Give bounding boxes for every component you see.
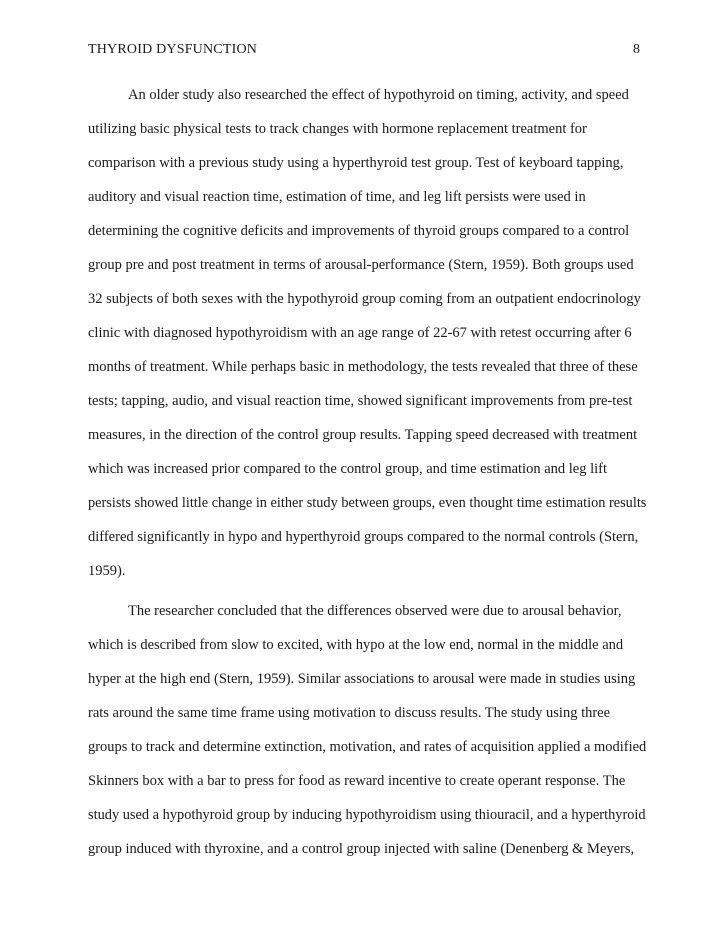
paragraph-1-line-1: An older study also researched the effect of hypothyroid on timing, activity, and speed	[128, 87, 629, 103]
paragraph-1-line-13: persists showed little change in either study between groups, even thought time estimation results	[88, 495, 647, 511]
paragraph-2-line-4: rats around the same time frame using motivation to discuss results. The study using three	[88, 705, 611, 721]
paragraph-1-line-2: utilizing basic physical tests to track changes with hormone replacement treatment for	[88, 121, 587, 137]
paragraph-2-line-5: groups to track and determine extinction, motivation, and rates of acquisition applied a modified	[88, 739, 647, 755]
paragraph-1-line-5: determining the cognitive deficits and improvements of thyroid groups compared to a control	[88, 223, 630, 239]
paragraph-2-line-8: group induced with thyroxine, and a control group injected with saline (Denenberg & Meyers,	[88, 841, 635, 857]
paragraph-2-line-2: which is described from slow to excited, with hypo at the low end, normal in the middle and	[88, 637, 624, 653]
paragraph-1-line-15: 1959).	[88, 563, 126, 579]
paragraph-1-line-8: clinic with diagnosed hypothyroidism with an age range of 22-67 with retest occurring after 6	[88, 325, 632, 341]
paragraph-2-line-3: hyper at the high end (Stern, 1959). Similar associations to arousal were made in studies using	[88, 671, 636, 687]
paragraph-1-line-14: differed significantly in hypo and hyperthyroid groups compared to the normal controls (Stern,	[88, 529, 639, 545]
paragraph-1-line-9: months of treatment. While perhaps basic in methodology, the tests revealed that three of these	[88, 359, 638, 375]
paragraph-1-line-10: tests; tapping, audio, and visual reaction time, showed significant improvements from pre-test	[88, 393, 633, 409]
paragraph-1-line-7: 32 subjects of both sexes with the hypothyroid group coming from an outpatient endocrinology	[88, 291, 641, 307]
paragraph-1-line-4: auditory and visual reaction time, estimation of time, and leg lift persists were used in	[88, 189, 586, 205]
paragraph-1-line-11: measures, in the direction of the control group results. Tapping speed decreased with treatment	[88, 427, 638, 443]
paragraph-1-line-6: group pre and post treatment in terms of arousal-performance (Stern, 1959). Both groups used	[88, 257, 634, 273]
running-head: THYROID DYSFUNCTION	[88, 42, 258, 57]
paragraph-1-line-12: which was increased prior compared to the control group, and time estimation and leg lift	[88, 461, 608, 477]
paragraph-2-line-7: study used a hypothyroid group by inducing hypothyroidism using thiouracil, and a hyperthyroid	[88, 807, 646, 823]
page-number: 8	[633, 42, 640, 57]
paragraph-2-line-1: The researcher concluded that the differences observed were due to arousal behavior,	[128, 603, 622, 619]
paragraph-2-line-6: Skinners box with a bar to press for food as reward incentive to create operant response. The	[88, 773, 626, 789]
paragraph-1-line-3: comparison with a previous study using a hyperthyroid test group. Test of keyboard tapping,	[88, 155, 624, 171]
